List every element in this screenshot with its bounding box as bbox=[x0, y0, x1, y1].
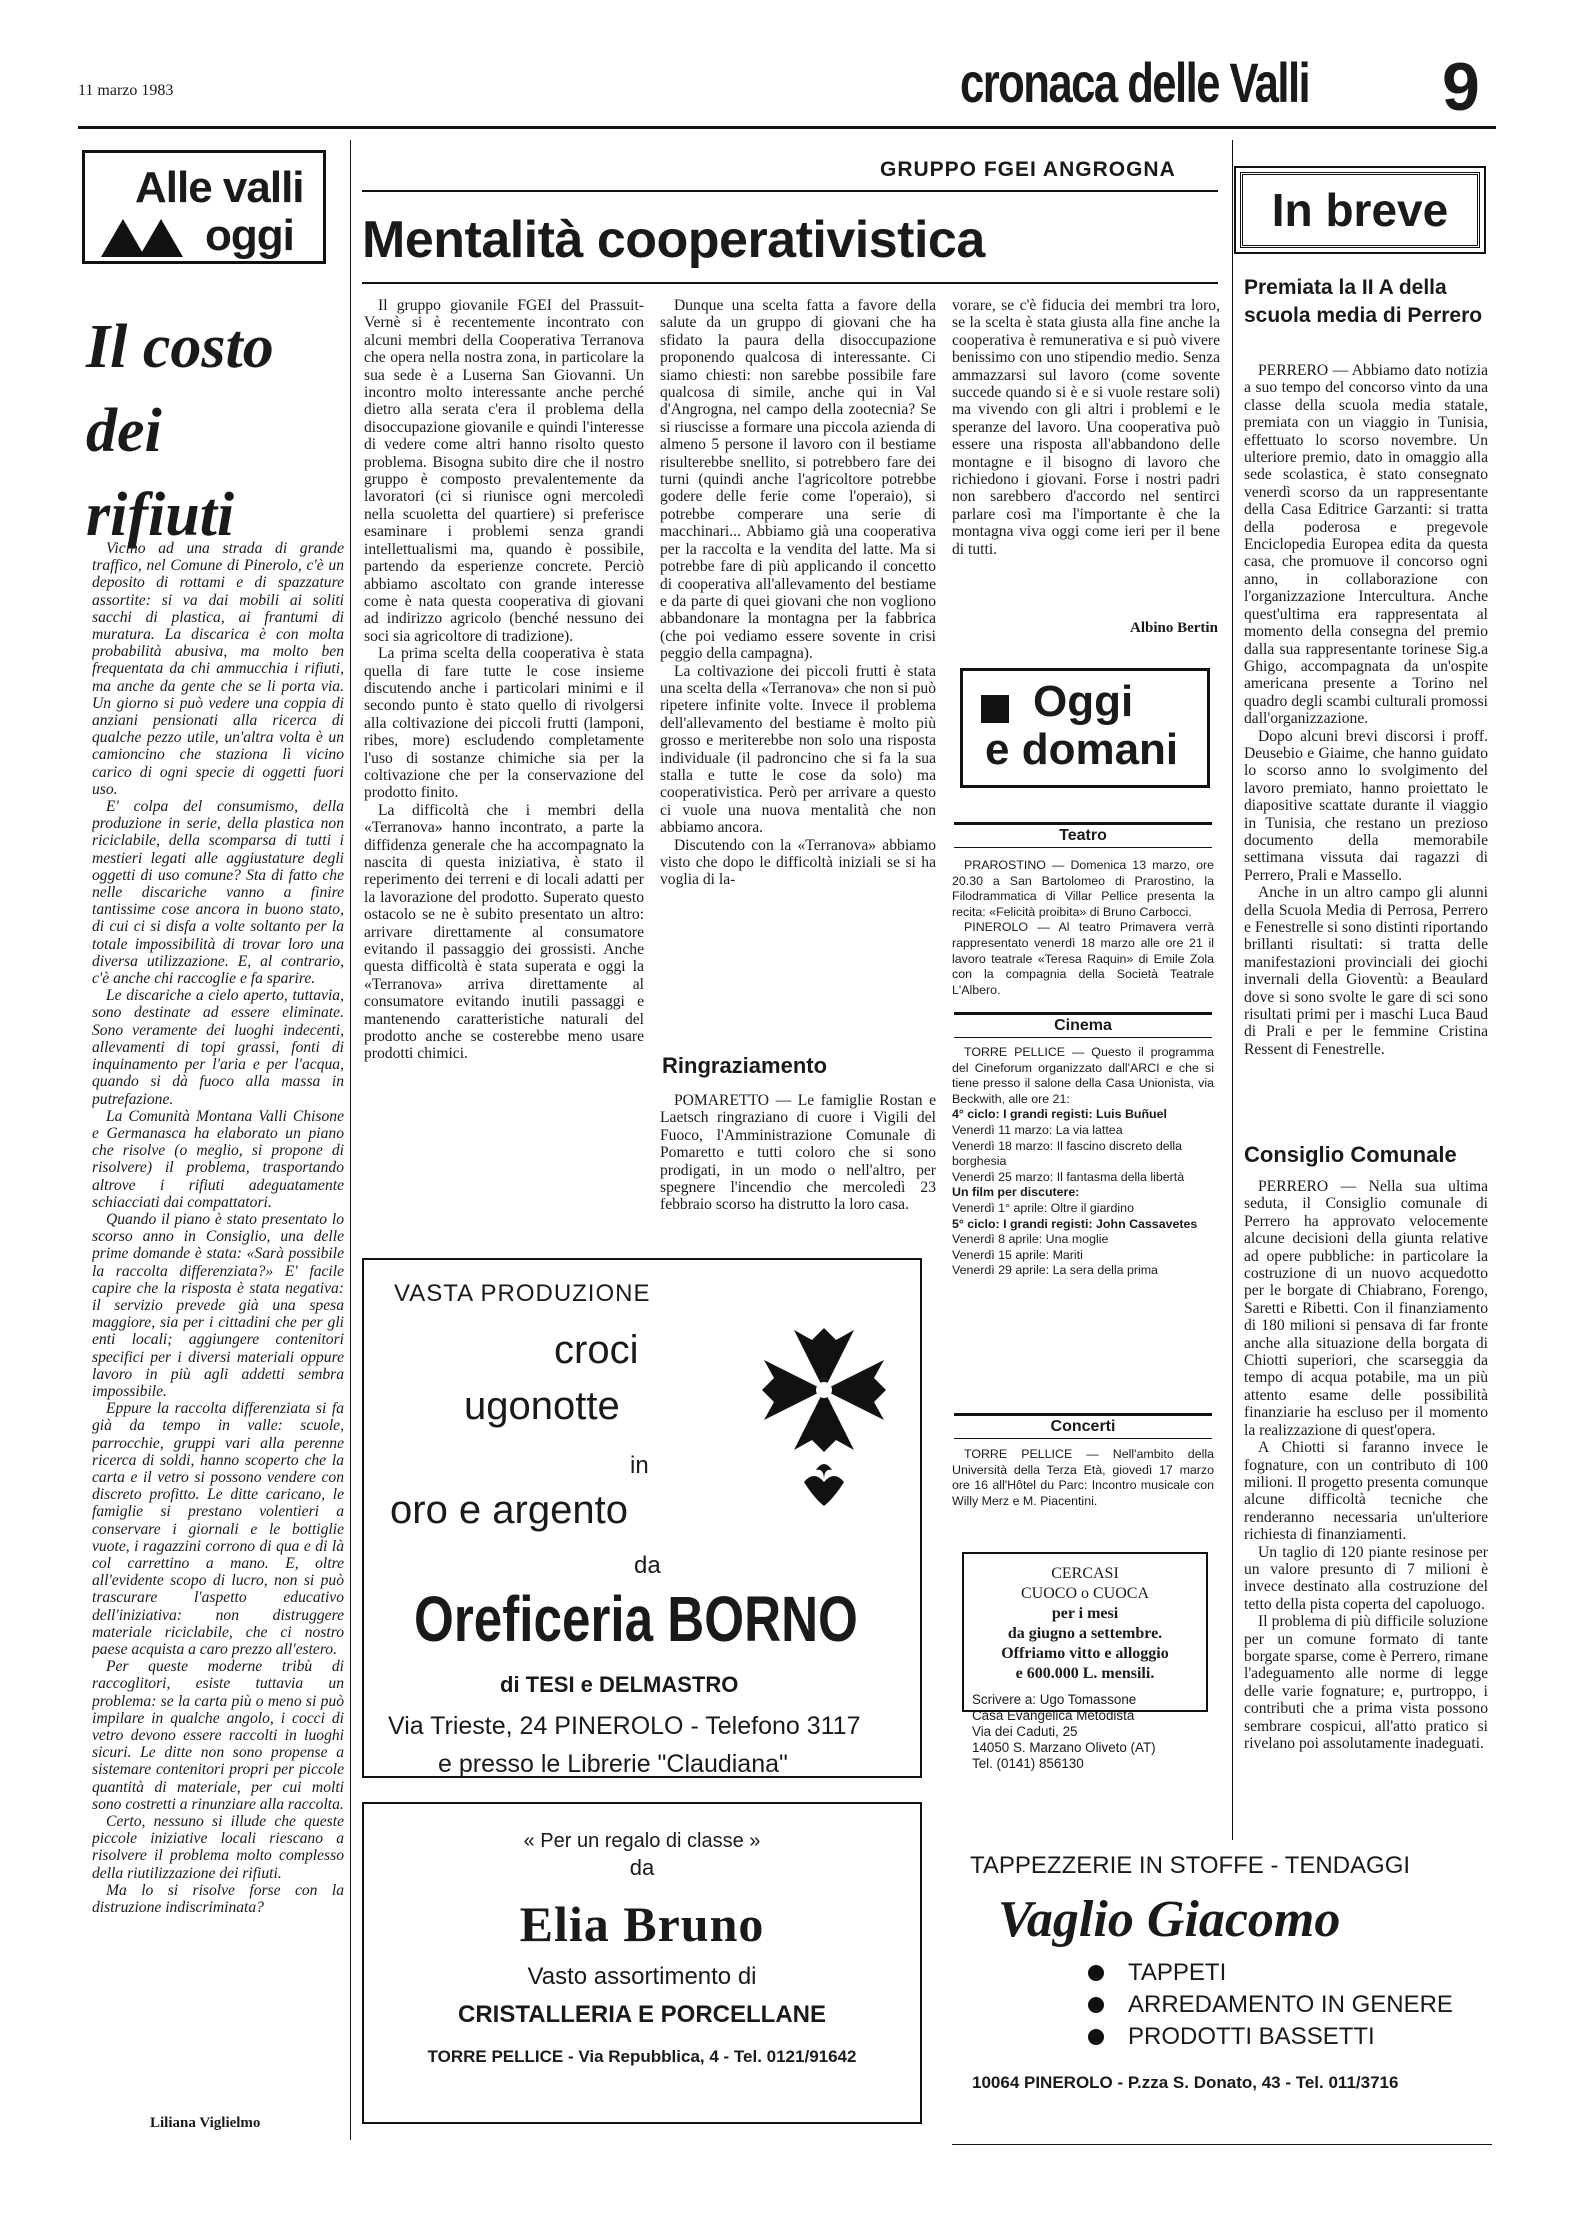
brief-text-consiglio bbox=[1244, 1178, 1488, 1858]
ad-brand: Elia Bruno bbox=[519, 1896, 765, 1952]
box-line-1: Oggi bbox=[1033, 677, 1134, 726]
paragraph: La Comunità Montana Valli Chisone e Germanasca ha elaborato un piano che risolve (o meglio, si propone di risolvere) il problema, trasportando altrove i rifiuti adeguatamente schiacciati dai compattatori. bbox=[92, 1107, 344, 1211]
rule bbox=[362, 282, 1218, 284]
paragraph: La difficoltà che i membri della «Terranova» hanno incontrato, a parte la diffidenza generale che ha accompagnato la nascita di questa iniziativa, è stato il reperimento dei terreni e di locali adatti per la lavorazione del prodotto. Superato questo ostacolo se ne è subito presentato un altro: arrivare direttamente al consumatore evitando il passaggio dei grossisti. Anche questa difficoltà è stata superata e oggi la «Terranova» arriva direttamente al consumatore evitando inutili passaggi e mantenendo caratteristiche naturali del prodotto anche se costerebbe meno usare prodotti chimici. bbox=[364, 801, 644, 1063]
ad-line: croci bbox=[554, 1328, 639, 1372]
paragraph: Certo, nessuno si illude che queste piccole iniziative locali riescano a risolvere il problema molto complesso della riutilizzazione dei rifiuti. bbox=[92, 1813, 344, 1882]
ad-line: di TESI e DELMASTRO bbox=[500, 1672, 739, 1697]
ad-line: CERCASI bbox=[1051, 1565, 1119, 1582]
listing: PINEROLO — Al teatro Primavera verrà rappresentato venerdì 18 marzo alle ore 21 il lavoro teatrale «Teresa Raquin» di Emile Zola con la compagnia della Società Teatrale L'Albero. bbox=[952, 920, 1214, 997]
ad-line: da bbox=[629, 1855, 655, 1880]
brief-text-premiata bbox=[1244, 362, 1488, 1142]
listing-line: Un film per discutere: bbox=[952, 1185, 1080, 1200]
ad-line: ugonotte bbox=[464, 1384, 620, 1428]
ad-brand: Oreficeria BORNO bbox=[414, 1583, 858, 1655]
ad-item-label: PRODOTTI BASSETTI bbox=[1128, 2023, 1375, 2050]
square-bullet-icon bbox=[981, 695, 1009, 723]
article-signature: Albino Bertin bbox=[1130, 620, 1218, 636]
paragraph: La coltivazione dei piccoli frutti è stata una scelta della «Terranova» che non si può ripetere infinite volte. Invece il problema dell'allevamento del bestiame è molto più grosso e meriterebbe non solo una risposta individuale (il padroncino che si fa la sua stalla e tutte le cose da solo) ma cooperativistica. Però per arrivare a questo ci vuole una nuova mentalità che non abbiamo ancora. bbox=[660, 662, 936, 837]
title-line: Il costo bbox=[86, 313, 274, 381]
oggi-e-domani-box bbox=[960, 668, 1210, 788]
concerti-heading: Concerti bbox=[954, 1413, 1212, 1439]
paragraph: POMARETTO — Le famiglie Rostan e Laetsch ringraziano di cuore i Vigili del Fuoco, l'Amministrazione Comunale di Pomaretto e tutti coloro che si sono prodigati, in un modo o nell'altro, per spegnere l'incendio che mercoledì 23 febbraio scorso ha distrutto la loro casa. bbox=[660, 1092, 936, 1214]
issue-date: 11 marzo 1983 bbox=[78, 82, 174, 99]
listing: PRAROSTINO — Domenica 13 marzo, ore 20.30 a San Bartolomeo di Prarostino, la Filodrammatica di Villar Pellice presenta la recita: «Felicità proibita» di Bruno Carbocci. bbox=[952, 858, 1214, 919]
ad-item-list bbox=[952, 1957, 1492, 2053]
ad-line: VASTA PRODUZIONE bbox=[394, 1280, 651, 1307]
paragraph: PERRERO — Nella sua ultima seduta, il Consiglio comunale di Perrero ha approvato velocemente alcune decisioni della giunta relative ad opere pubbliche: in particolare la costruzione di un nuovo acquedotto per le borgate di Chiabrano, Forengo, Saretti e Ribetti. Con il finanziamento di 180 milioni si pensava di far fronte anche alla situazione della borgata di Chiotti superiori, che scarseggia da tempo di acqua potabile, ma un più attento esame delle possibilità finanziarie ha escluso per il momento la realizzazione di quest'opera. bbox=[1244, 1178, 1488, 1439]
title-line: rifiuti bbox=[86, 481, 235, 549]
rifiuti-article-body bbox=[92, 540, 344, 2110]
listing-line: Venerdì 29 aprile: La sera della prima bbox=[952, 1263, 1158, 1278]
elia-bruno-advertisement bbox=[362, 1802, 922, 2124]
cinema-heading: Cinema bbox=[954, 1012, 1212, 1038]
listing-line: Venerdì 18 marzo: Il fascino discreto della borghesia bbox=[952, 1138, 1183, 1169]
listing-line: Venerdì 1° aprile: Oltre il giardino bbox=[952, 1200, 1134, 1215]
paragraph: E' colpa del consumismo, della produzione in serie, della plastica non riciclabile, della scomparsa di tutti i mestieri legati alle aggiustature degli oggetti di uso comune? Sta di fatto che nelle discariche vanno a finire tantissime cose ancora in buono stato, di cui ci si disfa a volte soltanto per la totale impossibilità di trovar loro una diversa utilizzazione. E, al contrario, c'è anche chi raccoglie e fa sparire. bbox=[92, 798, 344, 988]
ringraziamento-title: Ringraziamento bbox=[662, 1053, 828, 1078]
concerti-listings bbox=[952, 1447, 1214, 1509]
article-title-rifiuti bbox=[86, 305, 326, 557]
borno-advertisement bbox=[362, 1258, 922, 1778]
title-line: dei bbox=[86, 397, 162, 465]
address-line: Casa Evangelica Metodista bbox=[972, 1708, 1135, 1723]
article-kicker: GRUPPO FGEI ANGROGNA bbox=[880, 158, 1176, 181]
paragraph: Anche in un altro campo gli alunni della Scuola Media di Perrosa, Perrero e Fenestrelle si sono distinti riportando brillanti risultati: si tratta delle manifestazioni provinciali dei giochi invernali della Gioventù: a Beaulard dove si sono svolte le gare di sci sono risultati primi per i maschi Luca Baud di Prali e per le femmine Cristina Ressent di Fenestrelle. bbox=[1244, 884, 1488, 1058]
rule bbox=[952, 2144, 1492, 2145]
article-column-1 bbox=[364, 297, 644, 1242]
box-line-2: oggi bbox=[205, 211, 294, 260]
paragraph: La prima scelta della cooperativa è stata quella di fare tutte le cose insieme discutendo anche i particolari minimi e il secondo punto è stato quello di rivolgersi alla coltivazione dei piccoli frutti (lamponi, ribes, more) escludendo completamente l'uso di sostanze chimiche sia per la coltivazione che per la conservazione del prodotto finito. bbox=[364, 645, 644, 802]
teatro-listings bbox=[952, 858, 1214, 998]
alle-valli-oggi-box bbox=[82, 150, 326, 264]
ad-brand: Vaglio Giacomo bbox=[998, 1891, 1341, 1948]
bullet-icon bbox=[1088, 1965, 1104, 1981]
paragraph: Ma lo si risolve forse con la distruzione indiscriminata? bbox=[92, 1881, 344, 1917]
address-line: Via dei Caduti, 25 bbox=[972, 1724, 1078, 1739]
ad-line: Vasto assortimento di bbox=[527, 1963, 757, 1990]
paragraph: Un taglio di 120 piante resinose per un valore presunto di 7 milioni è invece destinato alla costruzione del tetto della pista coperta del capoluogo. bbox=[1244, 1543, 1488, 1613]
ad-item-label: TAPPETI bbox=[1128, 1959, 1227, 1986]
listing-line: Venerdì 15 aprile: Mariti bbox=[952, 1247, 1083, 1262]
bullet-icon bbox=[1088, 1997, 1104, 2013]
ad-line: oro e argento bbox=[390, 1488, 628, 1532]
ad-line: e 600.000 L. mensili. bbox=[1015, 1665, 1155, 1682]
section-title: cronaca delle Valli bbox=[960, 51, 1310, 114]
address-line: Scrivere a: Ugo Tomassone bbox=[972, 1692, 1137, 1707]
ad-address bbox=[972, 1692, 1198, 1772]
ad-item bbox=[1082, 2021, 1492, 2053]
cercasi-classified-ad bbox=[962, 1552, 1208, 1771]
paragraph: Quando il piano è stato presentato lo scorso anno in Consiglio, una delle prime domande è stata: «Sarà possibile la raccolta differenziata?» E' facile capire che la risposta è stata negativa: il servizio prevede già una spesa maggiore, sia per i cittadini che per gli enti locali; aggiungere contenitori specifici per i diversi materiali oppure lavoro in più agli addetti sembra impossibile. bbox=[92, 1210, 344, 1400]
brief-title-consiglio: Consiglio Comunale bbox=[1244, 1142, 1457, 1167]
paragraph: Le discariche a cielo aperto, tuttavia, sono destinate ad essere eliminate. Sono veramente dei luoghi indecenti, allevamenti di topi grassi, fonti di inquinamento per l'aria e per l'acqua, quando si dà fuoco alla massa in putrefazione. bbox=[92, 987, 344, 1108]
author-signature: Liliana Viglielmo bbox=[150, 2115, 261, 2131]
mountains-icon bbox=[101, 217, 201, 259]
ad-address: 10064 PINEROLO - P.zza S. Donato, 43 - Tel. 011/3716 bbox=[972, 2073, 1399, 2092]
ringraziamento-text bbox=[660, 1092, 936, 1242]
ad-item bbox=[1082, 1957, 1492, 1989]
listing: TORRE PELLICE — Nell'ambito della Università della Terza Età, giovedì 17 marzo ore 16 all'Hôtel du Parc: Incontro musicale con Willy Merz e M. Piacentini. bbox=[952, 1447, 1214, 1508]
header-rule bbox=[78, 126, 1496, 129]
paragraph: Dopo alcuni brevi discorsi i proff. Deusebio e Giaime, che hanno guidato lo scorso anno lo svolgimento del lavoro premiato, hanno proiettato le diapositive scattate durante il viaggio in Tunisia, che restano un prezioso documento della memorabile settimana vissuta dai ragazzi di Perrero, Prali e Massello. bbox=[1244, 727, 1488, 884]
paragraph: Il problema di più difficile soluzione per un comune formato di tante borgate sparse, come è Perrero, rimane l'adeguamento alle norme di legge delle varie fognature; e, purtroppo, i contributi che a prima vista possono sembrare cospicui, all'atto pratico si rivelano poi assolutamente inadeguati. bbox=[1244, 1613, 1488, 1752]
ad-line: in bbox=[630, 1452, 649, 1479]
in-breve-box: In breve bbox=[1240, 172, 1480, 248]
ad-line: e presso le Librerie "Claudiana" bbox=[438, 1750, 788, 1778]
column-divider bbox=[350, 140, 351, 2140]
listing-line: 4° ciclo: I grandi registi: Luis Buñuel bbox=[952, 1107, 1167, 1122]
paragraph: Vicino ad una strada di grande traffico, nel Comune di Pinerolo, c'è un deposito di rottami e di spazzature assortite: si va dai mobili ai soliti sacchi di plastica, ai frantumi di muratura. La discarica è con molta probabilità abusiva, ma molto ben frequentata da chi ammucchia i rifiuti, ma anche da gente che se li porta via. Un giorno si può vedere una coppia di anziani pensionati alla ricerca di qualche pezzo utile, un'altra volta è un camioncino che staziona lì vicino carico di ogni specie di oggetti fuori uso. bbox=[92, 540, 344, 798]
ad-item bbox=[1082, 1989, 1492, 2021]
listing-line: Venerdì 11 marzo: La via lattea bbox=[952, 1122, 1123, 1137]
paragraph: vorare, se c'è fiducia dei membri tra loro, se la scelta è stata giusta alla fine anche la cooperativa è remunerativa e si può vivere benissimo con uno stipendio medio. Senza ammazzarsi sul lavoro (come sovente succede quando si è e si vuole restare soli) ma vivendo con gli altri i problemi e le speranze del lavoro. Una cooperativa può essere una risposta all'abbandono delle montagne e il bisogno di lavoro che richiedono i giovani. Forse i nostri padri non sarebbero d'accordo nel sentirci parlare così ma l'importante è che la montagna viva oggi come ieri per il bene di tutti. bbox=[952, 297, 1220, 558]
listing-line: 5° ciclo: I grandi registi: John Cassavetes bbox=[952, 1216, 1198, 1231]
ad-item-label: ARREDAMENTO IN GENERE bbox=[1128, 1991, 1453, 2018]
box-line-2: e domani bbox=[985, 725, 1179, 774]
listing: TORRE PELLICE — Questo il programma del Cineforum organizzato dall'ARCI e che si tiene presso il salone della Casa Unionista, via Beckwith, alle ore 21: bbox=[952, 1045, 1214, 1106]
ad-line: « Per un regalo di classe » bbox=[523, 1830, 761, 1852]
ad-line: CUOCO o CUOCA bbox=[1020, 1585, 1149, 1602]
paragraph: Discutendo con la «Terranova» abbiamo visto che dopo le difficoltà iniziali se si ha voglia di la- bbox=[660, 836, 936, 889]
paragraph: PERRERO — Abbiamo dato notizia a suo tempo del concorso vinto da una classe della scuola media statale, premiata con un viaggio in Tunisia, effettuato lo scorso novembre. Un ulteriore premio, dato in omaggio alla sede scolastica, è stato consegnato venerdì scorso da un rappresentante della Casa Editrice Garzanti: si tratta della poderosa e pregevole Enciclopedia Europea edita da questa casa, che promuove il concorso ogni anno, in collaborazione con l'organizzazione Intercultura. Anche quest'ultima era rappresentata al momento della consegna del premio dalla sua rappresentante torinese Sig.a Ghigo, accompagnata da un'ospite americana presente a Torino nel quadro degli scambi culturali promossi dall'organizzazione. bbox=[1244, 362, 1488, 728]
address-line: Tel. (0141) 856130 bbox=[972, 1756, 1084, 1771]
cinema-listings bbox=[952, 1045, 1214, 1279]
paragraph: Dunque una scelta fatta a favore della salute da un gruppo di giovani che ha sfidato la paura della disoccupazione proponendo qualcosa di interessante. Ci siamo chiesti: non sarebbe possibile fare qualcosa di simile, anche qui in Val d'Angrogna, nel campo della zootecnia? Se si riuscisse a formare una piccola azienda di almeno 5 persone il lavoro con il bestiame risulterebbe snellito, si potrebbero fare dei turni (quindi anche l'agricoltore potrebbe godere delle ferie come l'operaio), si potrebbe comperare una serie di macchinari... Abbiamo già una cooperativa per la raccolta e la vendita del latte. Ma si potrebbe fare di più applicando il concetto di cooperativa all'allevamento del bestiame e da parte di quei giovani che non vogliono abbandonare la montagna per la fabbrica (che poi vediamo essere sovente in crisi peggio della campagna). bbox=[660, 297, 936, 663]
listing-line: Venerdì 25 marzo: Il fantasma della libertà bbox=[952, 1169, 1185, 1184]
ad-line: da giugno a settembre. bbox=[1007, 1625, 1163, 1642]
column-divider bbox=[1232, 140, 1233, 1840]
paragraph: Per queste moderne tribù di raccoglitori, esiste tuttavia un problema: se la carta più o meno si può impilare in qualche angolo, i cocci di vetro devono essere raccolti in luoghi sicuri. Le ditte non sono propense a sistemare contenitori propri per piccole quantità di materiale, per cui molti sono costretti a rinunziare alla raccolta. bbox=[92, 1658, 344, 1813]
ad-line: TAPPEZZERIE IN STOFFE - TENDAGGI bbox=[970, 1852, 1411, 1879]
listing-line: Venerdì 8 aprile: Una moglie bbox=[952, 1232, 1109, 1247]
ad-line: da bbox=[634, 1552, 661, 1579]
huguenot-cross-icon bbox=[754, 1320, 894, 1510]
ad-address: Via Trieste, 24 PINEROLO - Telefono 3117 bbox=[388, 1712, 861, 1740]
ad-line: Offriamo vitto e alloggio bbox=[1001, 1645, 1169, 1662]
ad-line: CRISTALLERIA E PORCELLANE bbox=[457, 2001, 826, 2028]
brief-title-premiata: Premiata la II A della scuola media di Perrero bbox=[1244, 276, 1483, 327]
vaglio-advertisement bbox=[952, 1852, 1492, 2122]
paragraph: A Chiotti si faranno invece le fognature, con un contributo di 100 milioni. Il progetto presenta comunque alcune difficoltà tecniche che renderanno necessaria un'ulteriore richiesta di finanziamenti. bbox=[1244, 1439, 1488, 1544]
article-column-3 bbox=[952, 297, 1220, 657]
article-title: Mentalità cooperativistica bbox=[362, 211, 985, 269]
box-line-1: Alle valli bbox=[135, 163, 304, 212]
address-line: 14050 S. Marzano Oliveto (AT) bbox=[972, 1740, 1156, 1755]
paragraph: Eppure la raccolta differenziata si fa già da tempo in valle: scuole, parrocchie, gruppi vari alla perenne ricerca di soldi, hanno scoperto che la carta e il vetro si possono vendere con discreto profitto. Le ditte caricano, le famiglie si prestano volentieri a conservare i giornali e le bottiglie vuote, i ragazzini corrono di qua e di là col carrettino a mano. E, oltre all'evidente scopo di lucro, non si può trascurare l'aspetto educativo dell'iniziativa: non distruggere materiale riciclabile, che ci nostro paese acquista a caro prezzo all'estero. bbox=[92, 1400, 344, 1658]
teatro-heading: Teatro bbox=[954, 822, 1212, 848]
rule bbox=[362, 190, 1218, 192]
page-number: 9 bbox=[1442, 49, 1480, 125]
bullet-icon bbox=[1088, 2029, 1104, 2045]
paragraph: Il gruppo giovanile FGEI del Prassuit-Vernè si è recentemente incontrato con alcuni membri della Cooperativa Terranova che opera nella nostra zona, in particolare la sua sede è a Luserna San Giovanni. Un incontro molto interessante anche perché dietro alla serata c'era il problema della disoccupazione giovanile e quindi l'interesse di vedere come altri hanno risolto questo problema. Bisogna subito dire che il nostro gruppo è composto prevalentemente da lavoratori (ci si riunisce ogni mercoledì nella scuoletta del quartiere) si preferisce esaminare i problemi senza grandi intellettualismi ma, quando è possibile, partendo da esperienze concrete. Perciò abbiamo ascoltato con grande interesse come è nata questa cooperativa di giovani ad indirizzo agricolo (benché nessuno dei soci sia agricoltore di tradizione). bbox=[364, 297, 644, 645]
ad-address: TORRE PELLICE - Via Repubblica, 4 - Tel. 0121/91642 bbox=[427, 2047, 857, 2066]
article-column-2 bbox=[660, 297, 936, 1032]
ad-line: per i mesi bbox=[1051, 1605, 1119, 1622]
